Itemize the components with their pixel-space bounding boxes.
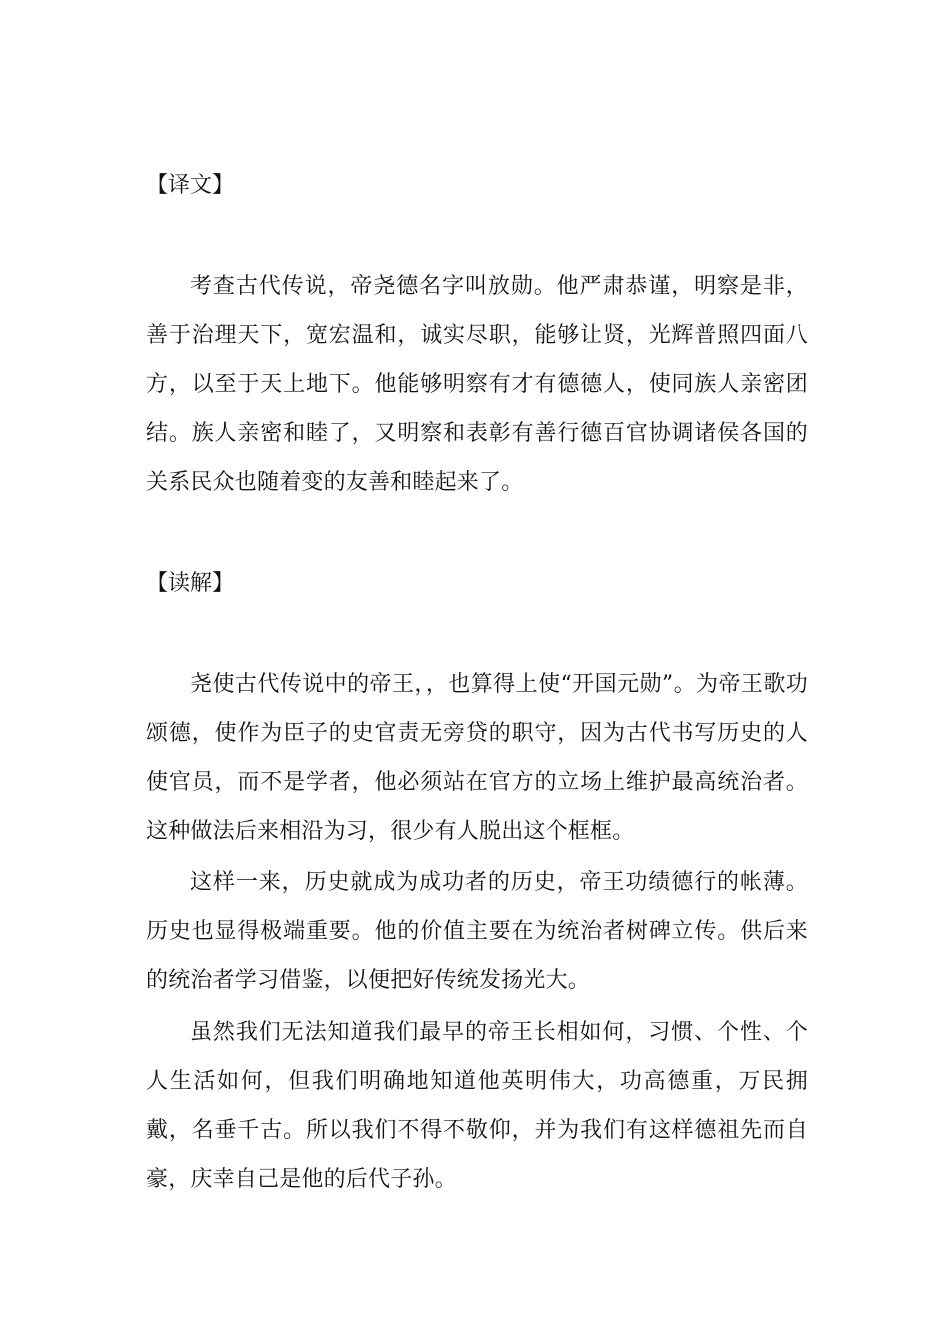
interpretation-paragraph-2: 这样一来，历史就成为成功者的历史，帝王功绩德行的帐薄。历史也显得极端重要。他的价值主要在为统治者树碑立传。供后来的统治者学习借鉴，以便把好传统发扬光大。 xyxy=(146,870,808,993)
document-page xyxy=(146,0,808,1344)
interpretation-paragraph-3: 虽然我们无法知道我们最早的帝王长相如何，习惯、个性、个人生活如何，但我们明确地知道他英明伟大，功高德重，万民拥戴，名垂千古。所以我们不得不敬仰，并为我们有这样德祖先而自豪，庆幸自己是他的后代子孙。 xyxy=(146,1020,808,1192)
translation-paragraph: 考查古代传说，帝尧德名字叫放勋。他严肃恭谨，明察是非，善于治理天下，宽宏温和，诚实尽职，能够让贤，光辉普照四面八方，以至于天上地下。他能够明察有才有德德人，使同族人亲密团结。族人亲密和睦了，又明察和表彰有善行德百官协调诸侯各国的关系民众也随着变的友善和睦起来了。 xyxy=(146,274,808,495)
section-heading-interpretation: 【读解】 xyxy=(146,571,235,596)
section-heading-translation: 【译文】 xyxy=(146,173,235,198)
interpretation-paragraph-1: 尧使古代传说中的帝王，，也算得上使“开国元勋”。为帝王歌功颂德，使作为臣子的史官责无旁贷的职守，因为古代书写历史的人使官员，而不是学者，他必须站在官方的立场上维护最高统治者。这种做法后来相沿为习，很少有人脱出这个框框。 xyxy=(146,672,808,844)
